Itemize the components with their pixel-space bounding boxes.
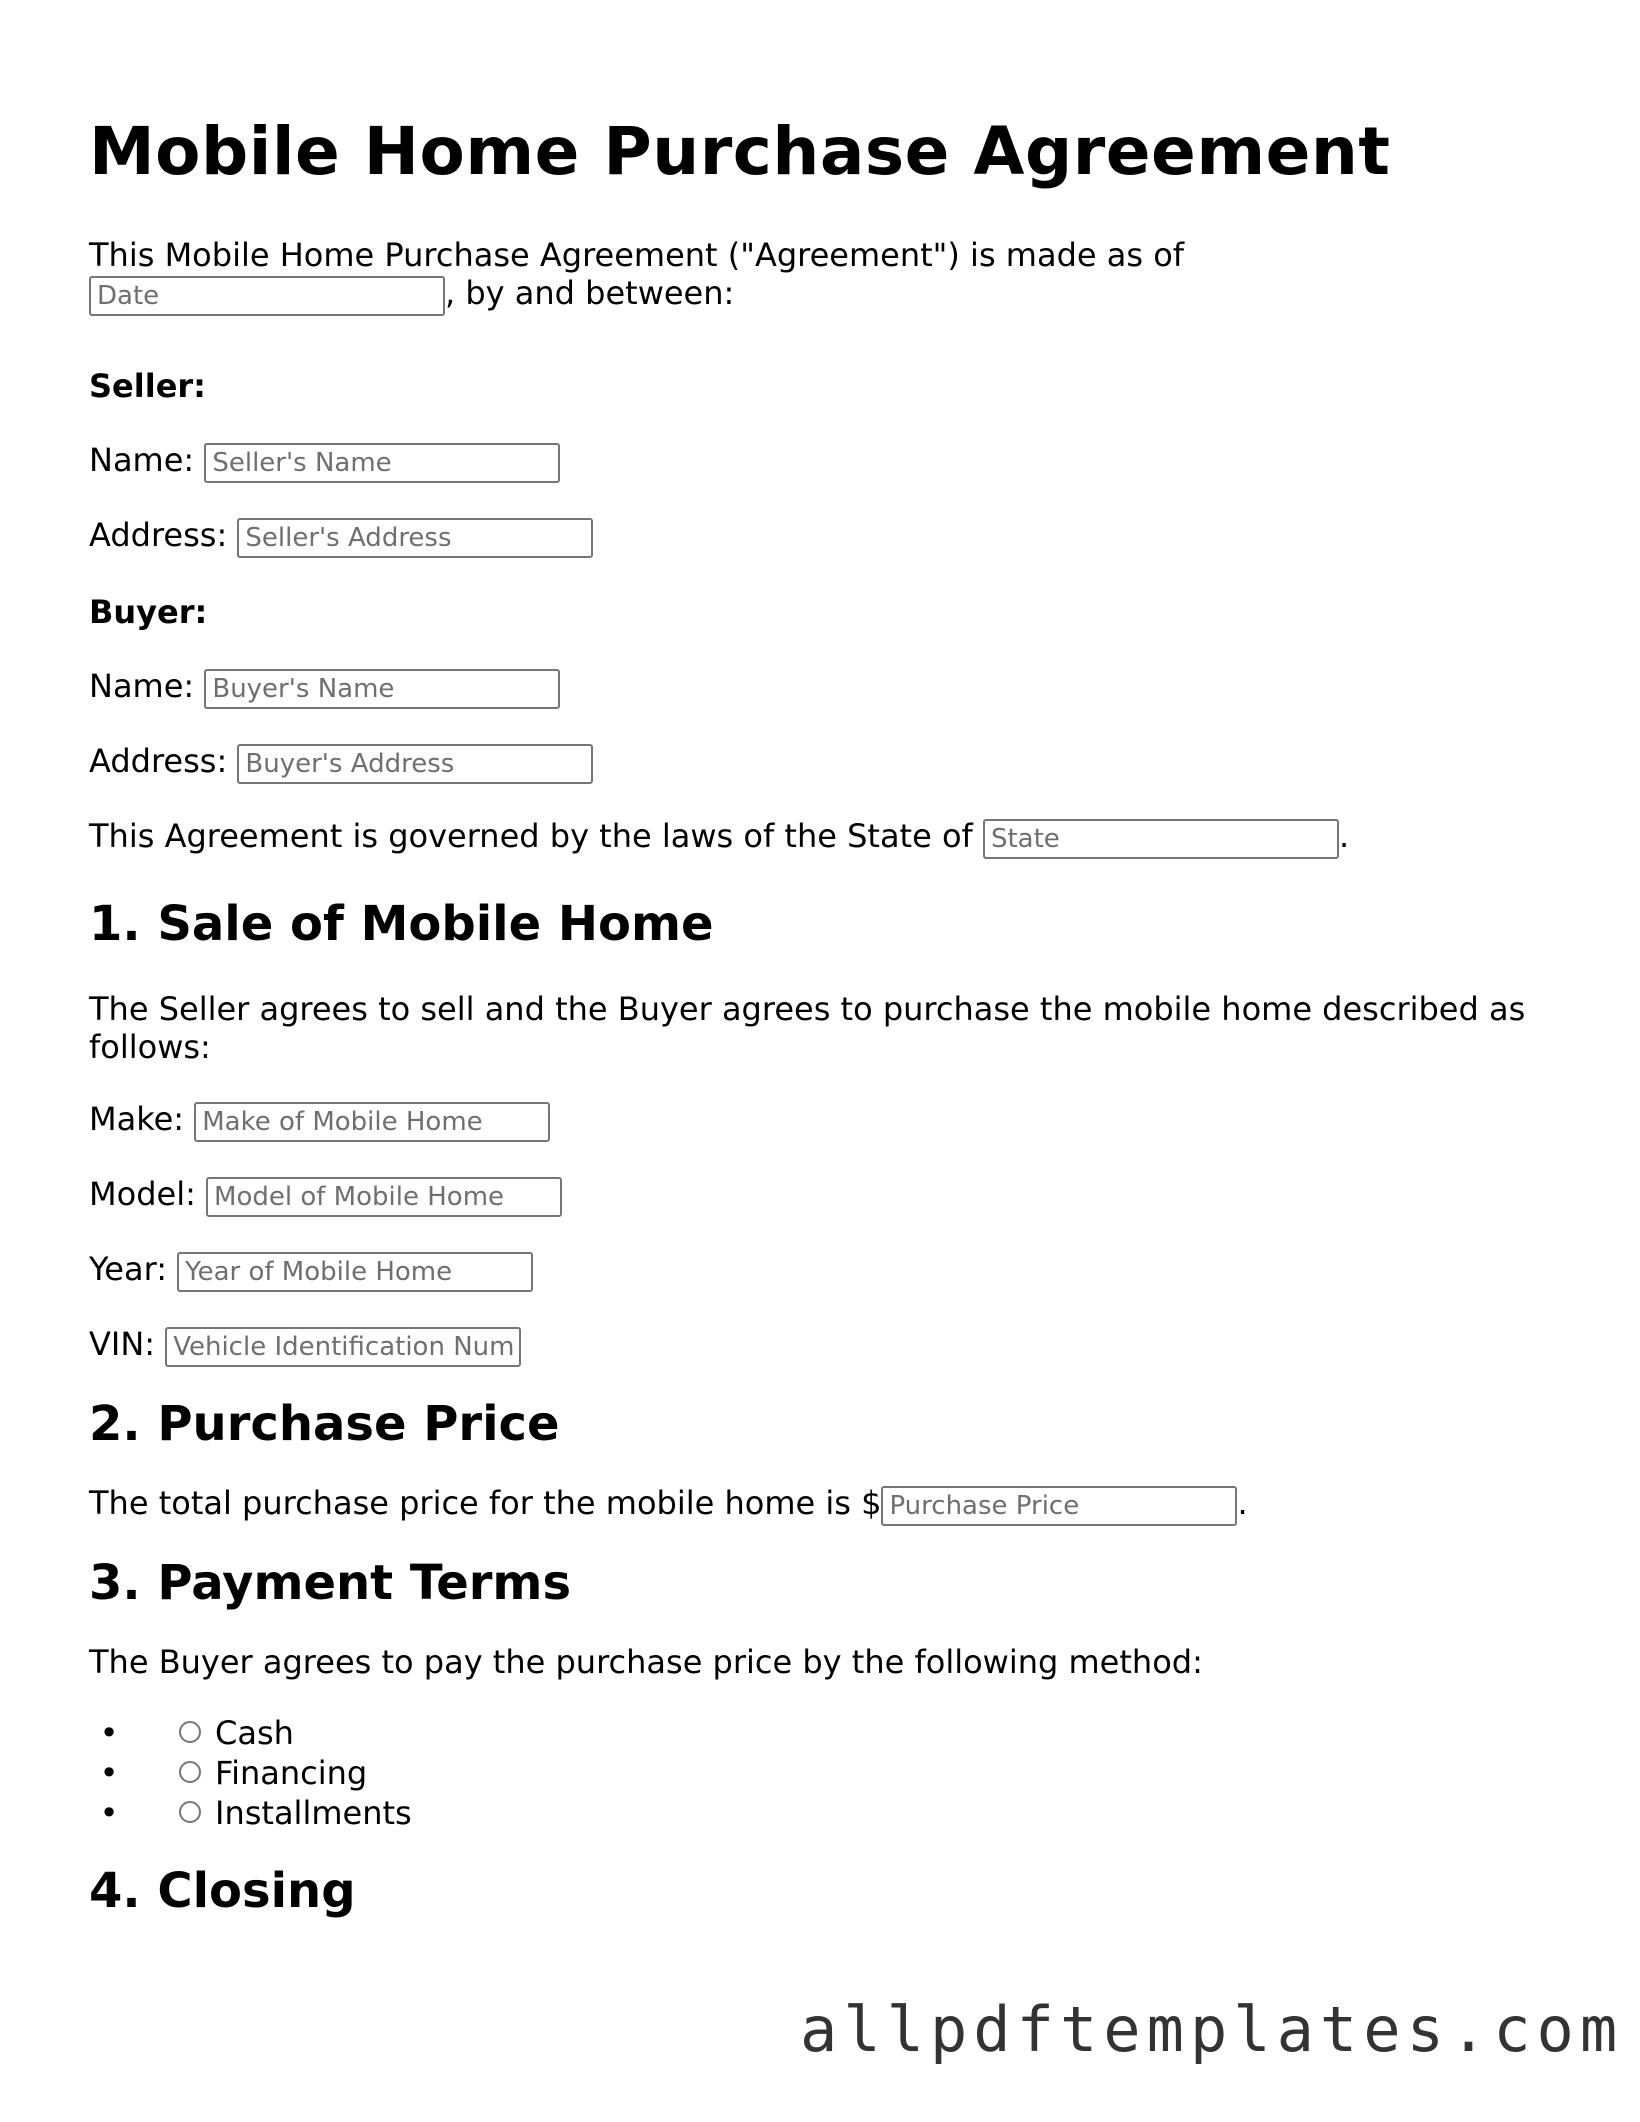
governing-law-end: . (1338, 817, 1350, 855)
payment-method-list (89, 1713, 1569, 1833)
agreement-page (89, 110, 1569, 1921)
year-field[interactable]: Year of Mobile Home (177, 1252, 533, 1292)
buyer-name-field[interactable]: Buyer's Name (204, 669, 560, 709)
purchase-price-row (89, 1484, 1569, 1525)
seller-address-row (89, 516, 1569, 557)
payment-option-installments (99, 1793, 1569, 1833)
governing-law-text: This Agreement is governed by the laws of the State of (89, 817, 973, 855)
buyer-heading: Buyer: (89, 593, 208, 631)
section-3-text: The Buyer agrees to pay the purchase price by the following method: (89, 1643, 1203, 1681)
intro-text: This Mobile Home Purchase Agreement ("Agreement") is made as of (89, 236, 1185, 274)
radio-installments[interactable] (179, 1801, 201, 1823)
purchase-price-end: . (1237, 1484, 1248, 1522)
radio-cash[interactable] (179, 1721, 201, 1743)
seller-heading: Seller: (89, 367, 206, 405)
seller-address-label: Address: (89, 516, 228, 554)
seller-address-field[interactable]: Seller's Address (237, 518, 593, 558)
buyer-address-label: Address: (89, 742, 228, 780)
purchase-price-text: The total purchase price for the mobile home is $ (89, 1484, 882, 1522)
section-1-text: The Seller agrees to sell and the Buyer agrees to purchase the mobile home described as follows: (89, 990, 1526, 1066)
seller-name-row (89, 441, 1569, 482)
watermark: allpdftemplates.com (800, 1993, 1624, 2066)
bullet-icon: • (99, 1794, 119, 1832)
seller-name-field[interactable]: Seller's Name (204, 443, 560, 483)
intro-text-after: , by and between: (445, 274, 735, 312)
section-3-heading: 3. Payment Terms (89, 1555, 572, 1611)
buyer-address-field[interactable]: Buyer's Address (237, 744, 593, 784)
governing-law-row (89, 817, 1569, 858)
make-field[interactable]: Make of Mobile Home (194, 1102, 550, 1142)
intro-paragraph (89, 236, 1569, 315)
section-2-heading: 2. Purchase Price (89, 1396, 560, 1452)
seller-name-label: Name: (89, 441, 195, 479)
vin-label: VIN: (89, 1325, 156, 1363)
payment-option-label: Financing (215, 1754, 368, 1792)
bullet-icon: • (99, 1754, 119, 1792)
buyer-address-row (89, 742, 1569, 783)
year-label: Year: (89, 1250, 167, 1288)
model-label: Model: (89, 1175, 196, 1213)
vin-field[interactable]: Vehicle Identification Num (165, 1327, 521, 1367)
model-row (89, 1175, 1569, 1216)
year-row (89, 1250, 1569, 1291)
purchase-price-field[interactable]: Purchase Price (881, 1486, 1237, 1526)
section-1-heading: 1. Sale of Mobile Home (89, 896, 714, 952)
buyer-name-row (89, 667, 1569, 708)
date-field[interactable]: Date (89, 276, 445, 316)
payment-option-label: Installments (215, 1794, 412, 1832)
vin-row (89, 1325, 1569, 1366)
section-4-heading: 4. Closing (89, 1863, 356, 1919)
payment-option-cash (99, 1713, 1569, 1753)
make-label: Make: (89, 1100, 185, 1138)
buyer-name-label: Name: (89, 667, 195, 705)
bullet-icon: • (99, 1714, 119, 1752)
radio-financing[interactable] (179, 1761, 201, 1783)
make-row (89, 1100, 1569, 1141)
state-field[interactable]: State (983, 819, 1339, 859)
page-title: Mobile Home Purchase Agreement (89, 113, 1391, 190)
payment-option-financing (99, 1753, 1569, 1793)
payment-option-label: Cash (215, 1714, 294, 1752)
model-field[interactable]: Model of Mobile Home (206, 1177, 562, 1217)
